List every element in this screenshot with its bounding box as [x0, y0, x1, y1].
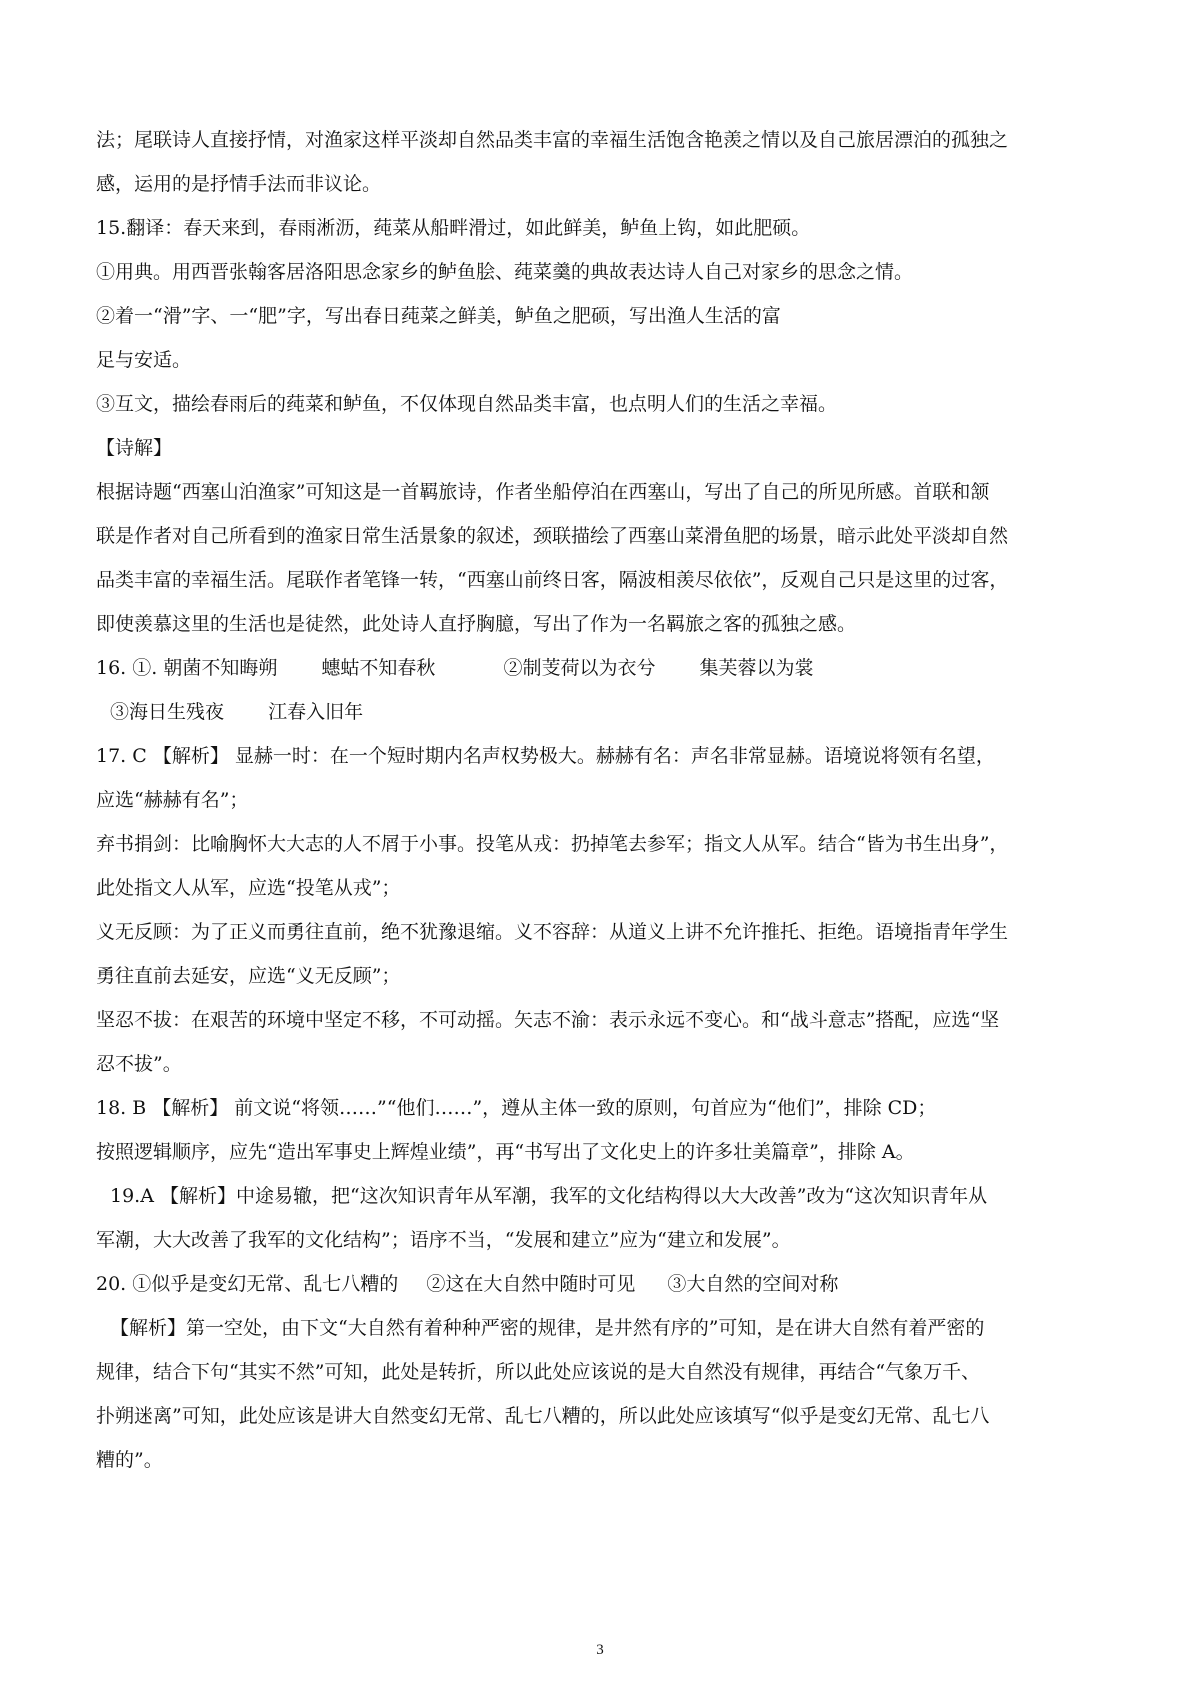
text-line: ①用典。用西晋张翰客居洛阳思念家乡的鲈鱼脍、莼菜羹的典故表达诗人自己对家乡的思念之情。	[96, 261, 914, 283]
text-line: 15.翻译：春天来到，春雨淅沥，莼菜从船畔滑过，如此鲜美，鲈鱼上钩，如此肥硕。	[96, 217, 811, 239]
question-number: 16.	[96, 657, 127, 679]
question-number: 20.	[96, 1273, 127, 1295]
answer-part: ③大自然的空间对称	[667, 1273, 839, 1295]
text-line: 扑朔迷离”可知，此处应该是讲大自然变幻无常、乱七八糟的，所以此处应该填写“似乎是变幻无常、乱七八	[96, 1405, 990, 1427]
text-line: 18. B 【解析】 前文说“将领……”“他们……”，遵从主体一致的原则，句首应为“他们”，排除 CD；	[96, 1097, 937, 1119]
text-line: 根据诗题“西塞山泊渔家”可知这是一首羁旅诗，作者坐船停泊在西塞山，写出了自己的所见所感。首联和颔	[96, 481, 990, 503]
text-line: 弃书捐剑：比喻胸怀大大志的人不屑于小事。投笔从戎：扔掉笔去参军；指文人从军。结合“皆为书生出身”，	[96, 833, 1009, 855]
text-line: 即使羡慕这里的生活也是徒然，此处诗人直抒胸臆，写出了作为一名羁旅之客的孤独之感。	[96, 613, 857, 635]
text-line: 忍不拔”。	[96, 1053, 182, 1075]
text-line: 联是作者对自己所看到的渔家日常生活景象的叙述，颈联描绘了西塞山菜滑鱼肥的场景，暗示此处平淡却自然	[96, 525, 1009, 547]
text-line: 品类丰富的幸福生活。尾联作者笔锋一转，“西塞山前终日客，隔波相羡尽依依”，反观自己只是这里的过客，	[96, 569, 1009, 591]
answer-part: 江春入旧年	[268, 701, 364, 723]
text-line: 义无反顾：为了正义而勇往直前，绝不犹豫退缩。义不容辞：从道义上讲不允许推托、拒绝。语境指青年学生	[96, 921, 1009, 943]
text-line: 军潮，大大改善了我军的文化结构”；语序不当，“发展和建立”应为“建立和发展”。	[96, 1229, 791, 1251]
answer-part: 集芙蓉以为裳	[699, 657, 814, 679]
text-line: 【解析】第一空处，由下文“大自然有着种种严密的规律，是井然有序的”可知，是在讲大自然有着严密的	[110, 1317, 985, 1339]
text-line: 感，运用的是抒情手法而非议论。	[96, 173, 382, 195]
text-line: ②着一“滑”字、一“肥”字，写出春日莼菜之鲜美，鲈鱼之肥硕，写出渔人生活的富	[96, 305, 781, 327]
answer-part: ①似乎是变幻无常、乱七八糟的	[132, 1273, 399, 1295]
text-line: 规律，结合下句“其实不然”可知，此处是转折，所以此处应该说的是大自然没有规律，再结合“气象万千、	[96, 1361, 981, 1383]
text-line: 19.A 【解析】中途易辙，把“这次知识青年从军潮，我军的文化结构得以大大改善”改为“这次知识青年从	[110, 1185, 988, 1207]
text-line: 足与安适。	[96, 349, 192, 371]
text-line: 法；尾联诗人直接抒情，对渔家这样平淡却自然品类丰富的幸福生活饱含艳羡之情以及自己旅居漂泊的孤独之	[96, 129, 1009, 151]
text-line: 坚忍不拔：在艰苦的环境中坚定不移，不可动摇。矢志不渝：表示永远不变心。和“战斗意志”搭配，应选“坚	[96, 1009, 1000, 1031]
answer-16-line-1	[96, 646, 1116, 690]
answer-16-line-2	[96, 690, 1116, 734]
answer-part: ②制芰荷以为衣兮	[503, 657, 656, 679]
section-heading: 【诗解】	[96, 437, 173, 459]
answer-part: ③海日生残夜	[110, 701, 225, 723]
answer-part: ②这在大自然中随时可见	[426, 1273, 636, 1295]
text-line: 17. C 【解析】 显赫一时：在一个短时期内名声权势极大。赫赫有名：声名非常显赫。语境说将领有名望，	[96, 745, 995, 767]
answer-20-line	[96, 1262, 1116, 1306]
text-line: 应选“赫赫有名”；	[96, 789, 249, 811]
text-line: ③互文，描绘春雨后的莼菜和鲈鱼，不仅体现自然品类丰富，也点明人们的生活之幸福。	[96, 393, 838, 415]
text-line: 此处指文人从军，应选“投笔从戎”；	[96, 877, 401, 899]
page-number: 3	[596, 1642, 604, 1658]
text-line: 糟的”。	[96, 1449, 163, 1471]
document-body	[96, 118, 1116, 1482]
text-line: 按照逻辑顺序，应先“造出军事史上辉煌业绩”，再“书写出了文化史上的许多壮美篇章”，排除 A。	[96, 1141, 915, 1163]
answer-part: 蟪蛄不知春秋	[321, 657, 436, 679]
answer-part: ①. 朝菌不知晦朔	[132, 657, 278, 679]
text-line: 勇往直前去延安，应选“义无反顾”；	[96, 965, 401, 987]
